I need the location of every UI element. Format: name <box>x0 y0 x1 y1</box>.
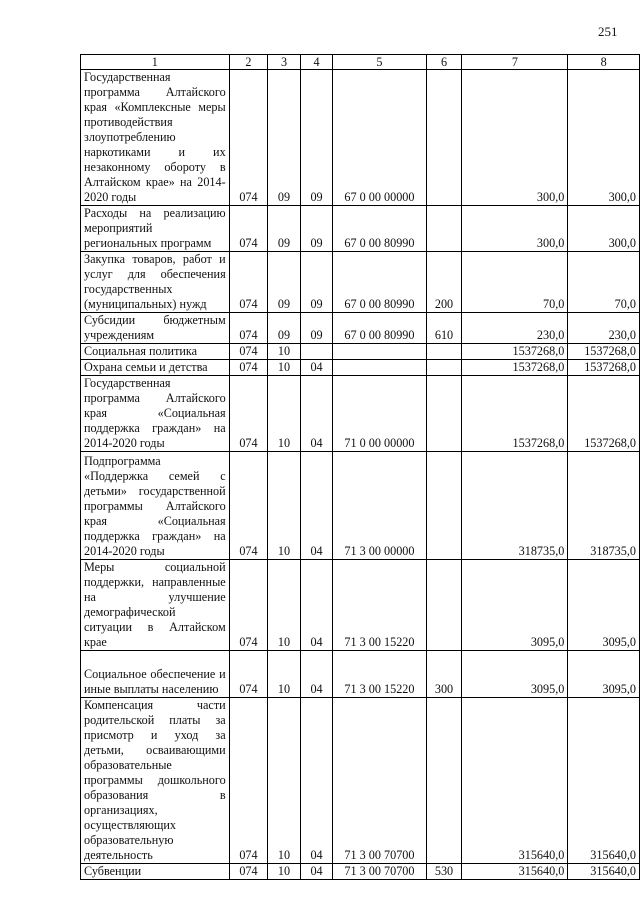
table-row <box>81 651 640 698</box>
amount-col7: 70,0 <box>462 252 568 313</box>
page-number: 251 <box>598 24 618 39</box>
target-article-code: 71 3 00 70700 <box>333 698 426 864</box>
amount-col8: 230,0 <box>568 313 640 344</box>
target-article-code: 71 3 00 15220 <box>333 560 426 651</box>
section-code: 09 <box>268 252 301 313</box>
table-row <box>81 252 640 313</box>
subsection-code: 04 <box>300 560 333 651</box>
section-code: 09 <box>268 70 301 206</box>
amount-col7: 230,0 <box>462 313 568 344</box>
subsection-code: 04 <box>300 651 333 698</box>
amount-col7: 300,0 <box>462 206 568 252</box>
table-row <box>81 313 640 344</box>
row-name: Субсидии бюджетным учреждениям <box>81 313 230 344</box>
expense-type-code <box>426 376 462 452</box>
amount-col8: 1537268,0 <box>568 344 640 360</box>
row-name: Подпрограмма «Поддержка семей с детьми» государственной программы Алтайского края «Социальная поддержка граждан» на 2014-2020 годы <box>81 452 230 560</box>
ministry-code: 074 <box>229 70 268 206</box>
table-row <box>81 70 640 206</box>
amount-col7: 1537268,0 <box>462 376 568 452</box>
column-header: 1 <box>81 55 230 70</box>
subsection-code <box>300 344 333 360</box>
amount-col8: 318735,0 <box>568 452 640 560</box>
column-header: 6 <box>426 55 462 70</box>
table-row <box>81 560 640 651</box>
ministry-code: 074 <box>229 344 268 360</box>
subsection-code: 04 <box>300 360 333 376</box>
amount-col7: 1537268,0 <box>462 344 568 360</box>
ministry-code: 074 <box>229 864 268 880</box>
table-row <box>81 452 640 560</box>
section-code: 10 <box>268 452 301 560</box>
subsection-code: 09 <box>300 70 333 206</box>
target-article-code: 67 0 00 80990 <box>333 252 426 313</box>
section-code: 09 <box>268 313 301 344</box>
ministry-code: 074 <box>229 206 268 252</box>
column-header: 4 <box>300 55 333 70</box>
expense-type-code: 300 <box>426 651 462 698</box>
row-name: Меры социальной поддержки, направленные на улучшение демографической ситуации в Алтайском крае <box>81 560 230 651</box>
row-name: Компенсация части родительской платы за присмотр и уход за детьми, осваивающими образовательные программы дошкольного образования в организациях, осуществляющих образовательную деятельность <box>81 698 230 864</box>
section-code: 10 <box>268 344 301 360</box>
amount-col8: 3095,0 <box>568 560 640 651</box>
expense-type-code <box>426 560 462 651</box>
target-article-code: 67 0 00 80990 <box>333 206 426 252</box>
section-code: 10 <box>268 376 301 452</box>
amount-col8: 315640,0 <box>568 698 640 864</box>
ministry-code: 074 <box>229 651 268 698</box>
amount-col8: 300,0 <box>568 70 640 206</box>
row-name: Государственная программа Алтайского края «Комплексные меры противодействия злоупотреблению наркотиками и их незаконному обороту в Алтайском крае» на 2014-2020 годы <box>81 70 230 206</box>
expense-type-code: 200 <box>426 252 462 313</box>
amount-col8: 1537268,0 <box>568 360 640 376</box>
subsection-code: 04 <box>300 376 333 452</box>
section-code: 10 <box>268 698 301 864</box>
ministry-code: 074 <box>229 360 268 376</box>
amount-col7: 300,0 <box>462 70 568 206</box>
section-code: 10 <box>268 560 301 651</box>
table-row <box>81 864 640 880</box>
subsection-code: 09 <box>300 206 333 252</box>
table-row <box>81 376 640 452</box>
expense-type-code <box>426 344 462 360</box>
section-code: 10 <box>268 651 301 698</box>
expense-type-code <box>426 206 462 252</box>
ministry-code: 074 <box>229 313 268 344</box>
expense-type-code: 610 <box>426 313 462 344</box>
column-header: 3 <box>268 55 301 70</box>
target-article-code: 67 0 00 80990 <box>333 313 426 344</box>
table-row <box>81 698 640 864</box>
expense-type-code: 530 <box>426 864 462 880</box>
amount-col7: 3095,0 <box>462 651 568 698</box>
ministry-code: 074 <box>229 560 268 651</box>
amount-col7: 315640,0 <box>462 698 568 864</box>
amount-col8: 315640,0 <box>568 864 640 880</box>
row-name: Расходы на реализацию мероприятий региональных программ <box>81 206 230 252</box>
target-article-code: 71 3 00 70700 <box>333 864 426 880</box>
target-article-code <box>333 344 426 360</box>
expense-type-code <box>426 70 462 206</box>
amount-col8: 3095,0 <box>568 651 640 698</box>
row-name: Государственная программа Алтайского края «Социальная поддержка граждан» на 2014-2020 годы <box>81 376 230 452</box>
expense-type-code <box>426 698 462 864</box>
expense-type-code <box>426 360 462 376</box>
header-row <box>81 55 640 70</box>
amount-col7: 315640,0 <box>462 864 568 880</box>
section-code: 10 <box>268 360 301 376</box>
ministry-code: 074 <box>229 252 268 313</box>
amount-col7: 3095,0 <box>462 560 568 651</box>
row-name: Социальная политика <box>81 344 230 360</box>
section-code: 09 <box>268 206 301 252</box>
budget-table <box>80 54 640 880</box>
subsection-code: 04 <box>300 452 333 560</box>
subsection-code: 04 <box>300 698 333 864</box>
amount-col7: 318735,0 <box>462 452 568 560</box>
expense-type-code <box>426 452 462 560</box>
column-header: 2 <box>229 55 268 70</box>
row-name: Субвенции <box>81 864 230 880</box>
ministry-code: 074 <box>229 452 268 560</box>
target-article-code: 71 0 00 00000 <box>333 376 426 452</box>
column-header: 7 <box>462 55 568 70</box>
amount-col7: 1537268,0 <box>462 360 568 376</box>
target-article-code: 71 3 00 00000 <box>333 452 426 560</box>
target-article-code: 71 3 00 15220 <box>333 651 426 698</box>
section-code: 10 <box>268 864 301 880</box>
target-article-code: 67 0 00 00000 <box>333 70 426 206</box>
subsection-code: 04 <box>300 864 333 880</box>
column-header: 5 <box>333 55 426 70</box>
row-name: Социальное обеспечение и иные выплаты населению <box>81 651 230 698</box>
target-article-code <box>333 360 426 376</box>
ministry-code: 074 <box>229 376 268 452</box>
table-row <box>81 360 640 376</box>
subsection-code: 09 <box>300 252 333 313</box>
subsection-code: 09 <box>300 313 333 344</box>
amount-col8: 70,0 <box>568 252 640 313</box>
row-name: Охрана семьи и детства <box>81 360 230 376</box>
table-row <box>81 206 640 252</box>
row-name: Закупка товаров, работ и услуг для обеспечения государственных (муниципальных) нужд <box>81 252 230 313</box>
amount-col8: 1537268,0 <box>568 376 640 452</box>
column-header: 8 <box>568 55 640 70</box>
ministry-code: 074 <box>229 698 268 864</box>
table-row <box>81 344 640 360</box>
amount-col8: 300,0 <box>568 206 640 252</box>
